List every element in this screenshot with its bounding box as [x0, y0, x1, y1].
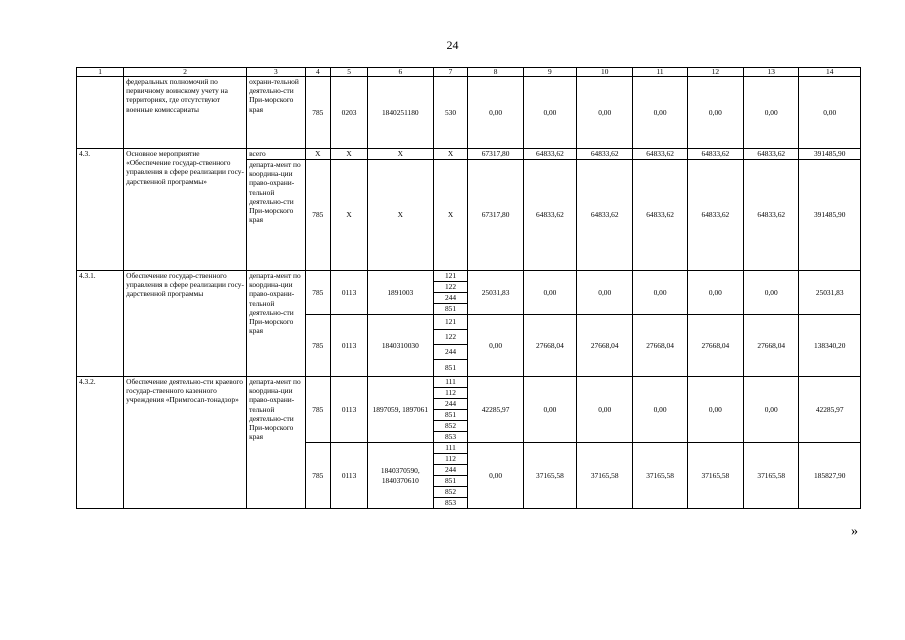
vr-code: 121 [433, 315, 468, 330]
executor-cell: департа-мент по координа-ции право-охрани-тельной деятельно-сти При-морского края [247, 271, 305, 377]
executor-cell: охрани-тельной деятельно-сти При-морского края [247, 77, 305, 149]
vr-cell: 530 [433, 77, 468, 149]
table-row [77, 271, 861, 282]
vr-code: 122 [433, 282, 468, 293]
vr-code: 851 [433, 304, 468, 315]
executor-cell: департа-мент по координа-ции право-охрани-тельной деятельно-сти При-морского края [247, 160, 305, 271]
year-5-cell: 0,00 [687, 77, 743, 149]
csr-cell: 1840310030 [368, 315, 434, 377]
vr-code: 851 [433, 360, 468, 377]
executor-cell: департа-мент по координа-ции право-охрани-тельной деятельно-сти При-морского края [247, 377, 305, 509]
col-header-2: 2 [124, 68, 247, 77]
year-1-cell: 0,00 [468, 315, 523, 377]
vr-code: 122 [433, 330, 468, 345]
year-3-cell: 37165,58 [577, 443, 633, 509]
csr-cell: 1840370590, 1840370610 [368, 443, 434, 509]
csr-cell: Х [368, 160, 434, 271]
col-header-7: 7 [433, 68, 468, 77]
year-2-cell: 64833,62 [523, 160, 576, 271]
year-1-cell: 67317,80 [468, 149, 523, 160]
vr-code: 853 [433, 432, 468, 443]
year-2-cell: 27668,04 [523, 315, 576, 377]
year-3-cell: 0,00 [577, 271, 633, 315]
total-cell: 391485,90 [799, 149, 861, 160]
vr-cell: Х [433, 160, 468, 271]
table-row [77, 77, 861, 149]
measure-name-cell: федеральных полномочий по первичному воинскому учету на территориях, где отсутствуют военные комиссариаты [124, 77, 247, 149]
year-5-cell: 37165,58 [687, 443, 743, 509]
vr-code: 244 [433, 465, 468, 476]
year-3-cell: 64833,62 [577, 149, 633, 160]
col-header-3: 3 [247, 68, 305, 77]
measure-name-cell: Обеспечение государ-ственного управления в сфере реализации госу-дарственной программы [124, 271, 247, 377]
grbs-cell: 785 [305, 77, 331, 149]
year-2-cell: 64833,62 [523, 149, 576, 160]
total-cell: 391485,90 [799, 160, 861, 271]
csr-cell: 1840251180 [368, 77, 434, 149]
col-header-4: 4 [305, 68, 331, 77]
col-header-9: 9 [523, 68, 576, 77]
year-1-cell: 0,00 [468, 443, 523, 509]
grbs-cell: Х [305, 149, 331, 160]
col-header-6: 6 [368, 68, 434, 77]
year-2-cell: 37165,58 [523, 443, 576, 509]
year-6-cell: 27668,04 [744, 315, 799, 377]
csr-cell: 1897059, 1897061 [368, 377, 434, 443]
col-header-1: 1 [77, 68, 124, 77]
year-4-cell: 37165,58 [633, 443, 687, 509]
year-1-cell: 67317,80 [468, 160, 523, 271]
vr-cell: Х [433, 149, 468, 160]
year-5-cell: 0,00 [687, 377, 743, 443]
executor-cell: всего [247, 149, 305, 160]
measure-name-cell: Основное мероприятие «Обеспечение государ-ственного управления в сфере реализации госу-дарственной программы» [124, 149, 247, 271]
csr-cell: 1891003 [368, 271, 434, 315]
vr-code: 244 [433, 399, 468, 410]
total-cell: 0,00 [799, 77, 861, 149]
rzpr-cell: 0203 [331, 77, 368, 149]
year-4-cell: 0,00 [633, 271, 687, 315]
total-cell: 185827,90 [799, 443, 861, 509]
year-1-cell: 25031,83 [468, 271, 523, 315]
header-row [77, 68, 861, 77]
rzpr-cell: 0113 [331, 443, 368, 509]
year-3-cell: 64833,62 [577, 160, 633, 271]
col-header-10: 10 [577, 68, 633, 77]
year-6-cell: 64833,62 [744, 149, 799, 160]
measure-name-cell: Обеспечение деятельно-сти краевого государ-ственного казенного учреждения «Примгосап-тонадзор» [124, 377, 247, 509]
col-header-14: 14 [799, 68, 861, 77]
year-6-cell: 0,00 [744, 77, 799, 149]
vr-code: 112 [433, 454, 468, 465]
vr-code: 244 [433, 345, 468, 360]
rzpr-cell: Х [331, 160, 368, 271]
year-5-cell: 0,00 [687, 271, 743, 315]
vr-code: 111 [433, 443, 468, 454]
row-number-cell [77, 77, 124, 149]
year-4-cell: 0,00 [633, 77, 687, 149]
grbs-cell: 785 [305, 443, 331, 509]
grbs-cell: 785 [305, 377, 331, 443]
row-number-cell: 4.3.2. [77, 377, 124, 509]
table-row [77, 377, 861, 388]
total-cell: 42285,97 [799, 377, 861, 443]
col-header-13: 13 [744, 68, 799, 77]
year-4-cell: 64833,62 [633, 149, 687, 160]
year-3-cell: 0,00 [577, 377, 633, 443]
grbs-cell: 785 [305, 315, 331, 377]
table-row [77, 149, 861, 160]
csr-cell: Х [368, 149, 434, 160]
vr-code: 112 [433, 388, 468, 399]
rzpr-cell: 0113 [331, 377, 368, 443]
year-6-cell: 0,00 [744, 377, 799, 443]
year-1-cell: 42285,97 [468, 377, 523, 443]
year-5-cell: 27668,04 [687, 315, 743, 377]
total-cell: 25031,83 [799, 271, 861, 315]
vr-code: 111 [433, 377, 468, 388]
col-header-8: 8 [468, 68, 523, 77]
vr-code: 852 [433, 421, 468, 432]
vr-code: 851 [433, 410, 468, 421]
vr-code: 853 [433, 498, 468, 509]
budget-table [76, 67, 861, 509]
grbs-cell: 785 [305, 160, 331, 271]
closing-quote: » [851, 524, 858, 539]
total-cell: 138340,20 [799, 315, 861, 377]
row-number-cell: 4.3.1. [77, 271, 124, 377]
rzpr-cell: Х [331, 149, 368, 160]
row-number-cell: 4.3. [77, 149, 124, 271]
grbs-cell: 785 [305, 271, 331, 315]
rzpr-cell: 0113 [331, 271, 368, 315]
vr-code: 121 [433, 271, 468, 282]
vr-code: 244 [433, 293, 468, 304]
col-header-12: 12 [687, 68, 743, 77]
year-2-cell: 0,00 [523, 377, 576, 443]
year-3-cell: 27668,04 [577, 315, 633, 377]
page-number: 24 [446, 38, 459, 52]
year-4-cell: 0,00 [633, 377, 687, 443]
year-2-cell: 0,00 [523, 77, 576, 149]
year-5-cell: 64833,62 [687, 160, 743, 271]
year-5-cell: 64833,62 [687, 149, 743, 160]
year-6-cell: 37165,58 [744, 443, 799, 509]
rzpr-cell: 0113 [331, 315, 368, 377]
col-header-5: 5 [331, 68, 368, 77]
col-header-11: 11 [633, 68, 687, 77]
year-4-cell: 27668,04 [633, 315, 687, 377]
year-1-cell: 0,00 [468, 77, 523, 149]
vr-code: 852 [433, 487, 468, 498]
year-4-cell: 64833,62 [633, 160, 687, 271]
year-3-cell: 0,00 [577, 77, 633, 149]
year-2-cell: 0,00 [523, 271, 576, 315]
vr-code: 851 [433, 476, 468, 487]
year-6-cell: 0,00 [744, 271, 799, 315]
year-6-cell: 64833,62 [744, 160, 799, 271]
